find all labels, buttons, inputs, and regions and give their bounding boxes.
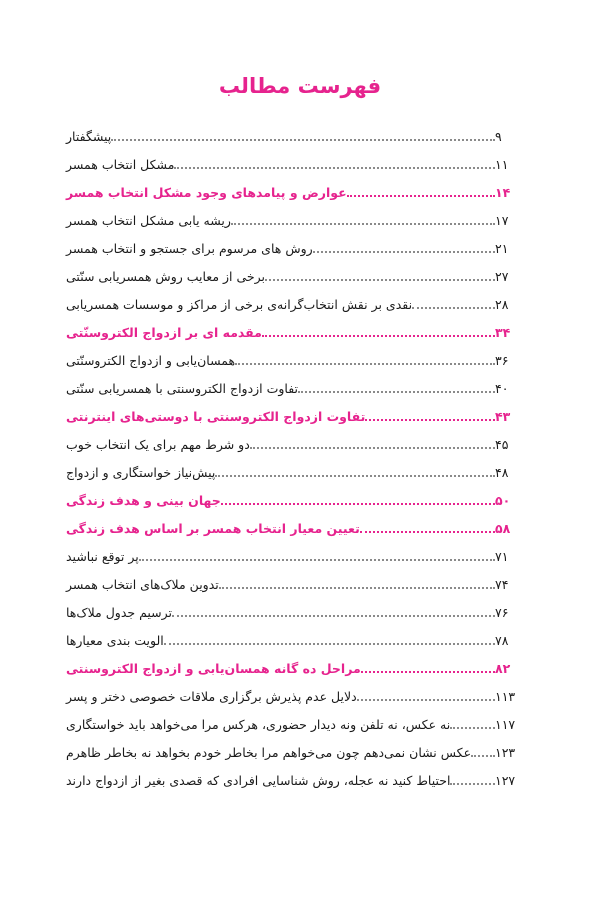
toc-entry[interactable] bbox=[62, 454, 539, 482]
toc-page-number: ۴۳ bbox=[495, 409, 511, 424]
toc-page-number: ۱۴ bbox=[495, 185, 511, 200]
toc-page-number: ۴۸ bbox=[495, 465, 509, 480]
dot-leader bbox=[221, 503, 495, 505]
toc-entry-title: تدوین ملاک‌های انتخاب همسر bbox=[66, 577, 219, 592]
toc-page-number: ۵۰ bbox=[495, 493, 511, 508]
dot-leader bbox=[360, 531, 495, 533]
dot-leader bbox=[111, 139, 495, 141]
toc-entry-title: برخی از معایب روش همسریابی سنّتی bbox=[66, 269, 266, 284]
toc-entry-title: پیش‌نیاز خواستگاری و ازدواج bbox=[66, 465, 216, 480]
toc-entry[interactable] bbox=[62, 286, 539, 314]
toc-entry[interactable] bbox=[62, 118, 539, 146]
toc-entry-title: تفاوت ازدواج الکتروسنتی با دوستی‌های اینترنتی bbox=[66, 409, 366, 424]
toc-page-number: ۷۱ bbox=[495, 549, 509, 564]
toc-entry-title: دلایل عدم پذیرش برگزاری ملاقات خصوصی دختر و پسر bbox=[66, 689, 357, 704]
toc-entry-title: تفاوت ازدواج الکتروسنتی با همسریابی سنّتی bbox=[66, 381, 299, 396]
toc-entry[interactable] bbox=[62, 370, 539, 398]
dot-leader bbox=[357, 699, 495, 701]
toc-section-heading[interactable] bbox=[62, 650, 539, 678]
toc-entry[interactable] bbox=[62, 202, 539, 230]
dot-leader bbox=[347, 195, 495, 197]
toc-section-heading[interactable] bbox=[62, 174, 539, 202]
toc-entry-title: مراحل ده گانه همسان‌یابی و ازدواج الکتروسنتی bbox=[66, 661, 361, 676]
toc-page-number: ۱۷ bbox=[495, 213, 509, 228]
toc-entry-title: الویت بندی معیارها bbox=[66, 633, 164, 648]
toc-entry[interactable] bbox=[62, 426, 539, 454]
toc-entry[interactable] bbox=[62, 762, 539, 790]
table-of-contents bbox=[62, 118, 539, 790]
toc-page-number: ۱۱۳ bbox=[495, 689, 516, 704]
toc-entry-title: مقدمه ای بر ازدواج الکتروسنّتی bbox=[66, 325, 262, 340]
dot-leader bbox=[235, 363, 495, 365]
toc-page-number: ۸۲ bbox=[495, 661, 511, 676]
toc-entry[interactable] bbox=[62, 230, 539, 258]
dot-leader bbox=[298, 391, 495, 393]
toc-page-number: ۵۸ bbox=[495, 521, 511, 536]
toc-page-number: ۳۴ bbox=[495, 325, 511, 340]
toc-page-number: ۱۱۷ bbox=[495, 717, 516, 732]
dot-leader bbox=[412, 307, 495, 309]
dot-leader bbox=[219, 587, 495, 589]
dot-leader bbox=[450, 727, 495, 729]
toc-page-number: ۷۴ bbox=[495, 577, 509, 592]
dot-leader bbox=[365, 419, 495, 421]
toc-entry[interactable] bbox=[62, 706, 539, 734]
toc-section-heading[interactable] bbox=[62, 510, 539, 538]
toc-entry[interactable] bbox=[62, 594, 539, 622]
dot-leader bbox=[139, 559, 495, 561]
dot-leader bbox=[262, 335, 495, 337]
toc-entry[interactable] bbox=[62, 342, 539, 370]
dot-leader bbox=[250, 447, 495, 449]
toc-entry-title: مشکل انتخاب همسر bbox=[66, 157, 175, 172]
toc-page-number: ۱۱ bbox=[495, 157, 509, 172]
toc-entry-title: روش های مرسوم برای جستجو و انتخاب همسر bbox=[66, 241, 313, 256]
toc-entry[interactable] bbox=[62, 678, 539, 706]
toc-entry-title: دو شرط مهم برای یک انتخاب خوب bbox=[66, 437, 250, 452]
toc-entry-title: عوارض و پیامدهای وجود مشکل انتخاب همسر bbox=[66, 185, 347, 200]
toc-entry-title: پر توقع نباشید bbox=[66, 549, 139, 564]
toc-entry[interactable] bbox=[62, 622, 539, 650]
dot-leader bbox=[215, 475, 495, 477]
toc-page-number: ۷۶ bbox=[495, 605, 509, 620]
dot-leader bbox=[164, 643, 495, 645]
dot-leader bbox=[231, 223, 495, 225]
toc-page-number: ۴۰ bbox=[495, 381, 509, 396]
toc-page-number: ۱۲۳ bbox=[495, 745, 516, 760]
toc-entry-title: نه عکس، نه تلفن ونه دیدار حضوری، هرکس مرا می‌خواهد باید خواستگاری bbox=[66, 717, 451, 732]
toc-page-number: ۹ bbox=[495, 129, 502, 144]
toc-page-number: ۴۵ bbox=[495, 437, 509, 452]
dot-leader bbox=[450, 783, 495, 785]
toc-entry-title: عکس نشان نمی‌دهم چون می‌خواهم مرا بخاطر خودم بخواهد نه بخاطر ظاهرم bbox=[66, 745, 472, 760]
toc-section-heading[interactable] bbox=[62, 314, 539, 342]
toc-entry-title: جهان بینی و هدف زندگی bbox=[66, 493, 221, 508]
toc-entry[interactable] bbox=[62, 734, 539, 762]
dot-leader bbox=[313, 251, 495, 253]
dot-leader bbox=[471, 755, 495, 757]
toc-entry[interactable] bbox=[62, 538, 539, 566]
toc-page-number: ۳۶ bbox=[495, 353, 509, 368]
dot-leader bbox=[265, 279, 495, 281]
toc-entry-title: ترسیم جدول ملاک‌ها bbox=[66, 605, 173, 620]
toc-entry-title: احتیاط کنید نه عجله، روش شناسایی افرادی که قصدی بغیر از ازدواج دارند bbox=[66, 773, 451, 788]
toc-entry-title: همسان‌یابی و ازدواج الکتروسنّتی bbox=[66, 353, 236, 368]
toc-entry[interactable] bbox=[62, 258, 539, 286]
toc-page-number: ۲۸ bbox=[495, 297, 509, 312]
toc-entry[interactable] bbox=[62, 566, 539, 594]
toc-page-number: ۲۱ bbox=[495, 241, 509, 256]
page-title: فهرست مطالب bbox=[218, 74, 382, 98]
toc-entry-title: نقدی بر نقش انتخاب‌گرانه‌ی برخی از مراکز و موسسات همسریابی bbox=[66, 297, 413, 312]
toc-entry-title: تعیین معیار انتخاب همسر بر اساس هدف زندگی bbox=[66, 521, 360, 536]
toc-page-number: ۱۲۷ bbox=[495, 773, 516, 788]
toc-entry-title: پیشگفتار bbox=[66, 129, 112, 144]
dot-leader bbox=[361, 671, 495, 673]
toc-section-heading[interactable] bbox=[62, 398, 539, 426]
toc-page-number: ۲۷ bbox=[495, 269, 509, 284]
dot-leader bbox=[174, 167, 495, 169]
toc-page-number: ۷۸ bbox=[495, 633, 509, 648]
toc-section-heading[interactable] bbox=[62, 482, 539, 510]
toc-entry[interactable] bbox=[62, 146, 539, 174]
toc-entry-title: ریشه یابی مشکل انتخاب همسر bbox=[66, 213, 231, 228]
dot-leader bbox=[172, 615, 495, 617]
